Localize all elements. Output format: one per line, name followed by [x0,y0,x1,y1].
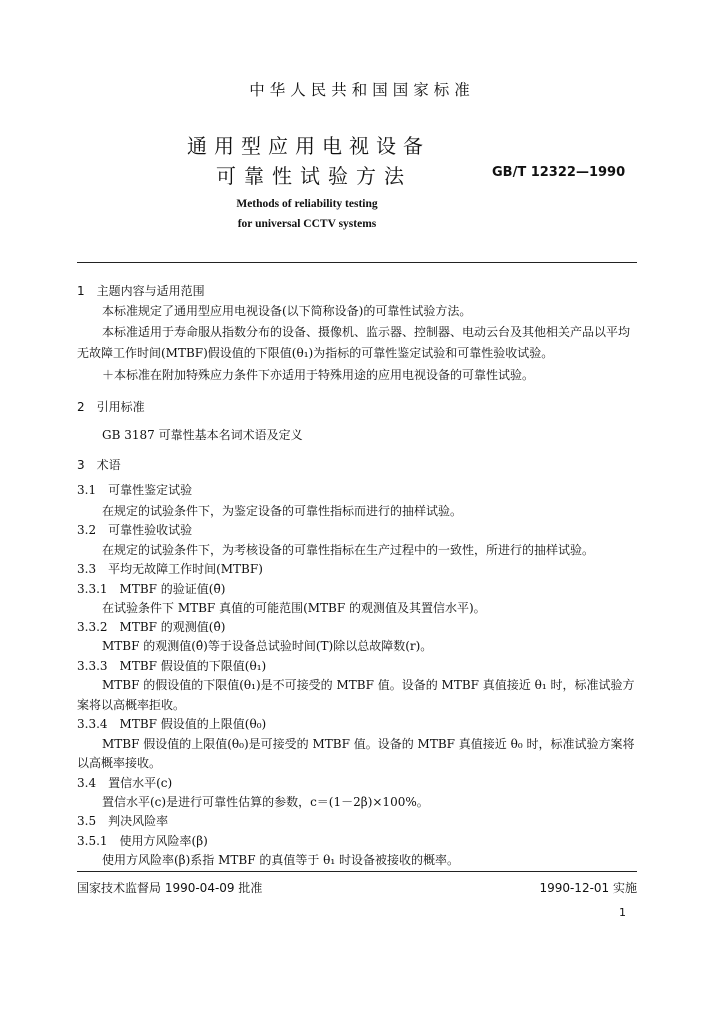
term-3-4-text: 置信水平(c)是进行可靠性估算的参数，c＝(1－2β)×100%。 [102,795,429,809]
section-1-para-2b: 无故障工作时间(MTBF)假设值的下限值(θ₁)为指标的可靠性鉴定试验和可靠性验收试验。 [77,346,554,360]
term-3-3-3-heading: 3.3.3 MTBF 假设值的下限值(θ₁) [77,659,267,673]
english-title-line-1: Methods of reliability testing [236,198,378,210]
title-line-1: 通用型应用电视设备 [187,134,430,158]
section-1-para-1: 本标准规定了通用型应用电视设备(以下简称设备)的可靠性试验方法。 [102,304,472,318]
implementation-date: 1990-12-01 实施 [539,881,637,895]
term-3-5-1-text: 使用方风险率(β)系指 MTBF 的真值等于 θ₁ 时设备被接收的概率。 [102,853,460,867]
term-3-5-heading: 3.5 判决风险率 [77,814,169,828]
term-3-3-3-text-b: 案将以高概率拒收。 [77,698,186,712]
term-3-1-heading: 3.1 可靠性鉴定试验 [77,483,193,497]
approval-date: 国家技术监督局 1990-04-09 批准 [77,881,263,895]
section-1-para-2a: 本标准适用于寿命服从指数分布的设备、摄像机、监示器、控制器、电动云台及其他相关产品以平均 [102,325,631,339]
term-3-3-3-text-a: MTBF 的假设值的下限值(θ₁)是不可接受的 MTBF 值。设备的 MTBF 真值接近 θ₁ 时，标准试验方 [102,678,635,692]
term-3-2-text: 在规定的试验条件下，为考核设备的可靠性指标在生产过程中的一致性，所进行的抽样试验。 [102,543,595,557]
national-standard-header: 中华人民共和国国家标准 [249,81,475,99]
term-3-3-4-text-b: 以高概率接收。 [77,756,162,770]
term-3-3-2-heading: 3.3.2 MTBF 的观测值(θ̂) [77,620,226,634]
term-3-5-1-heading: 3.5.1 使用方风险率(β) [77,834,208,848]
bottom-rule [77,871,637,872]
term-3-3-1-text: 在试验条件下 MTBF 真值的可能范围(MTBF 的观测值及其置信水平)。 [102,601,486,615]
top-rule [77,262,637,263]
term-3-4-heading: 3.4 置信水平(c) [77,776,173,790]
section-2-heading: 2 引用标准 [77,400,145,414]
term-3-3-heading: 3.3 平均无故障工作时间(MTBF) [77,562,263,576]
section-1-para-3: ＋本标准在附加特殊应力条件下亦适用于特殊用途的应用电视设备的可靠性试验。 [102,368,535,382]
term-3-2-heading: 3.2 可靠性验收试验 [77,523,193,537]
page-number: 1 [619,906,626,919]
term-3-3-4-heading: 3.3.4 MTBF 假设值的上限值(θ₀) [77,717,267,731]
title-line-2: 可靠性试验方法 [216,164,412,188]
section-3-heading: 3 术语 [77,458,121,472]
term-3-3-1-heading: 3.3.1 MTBF 的验证值(θ̄) [77,582,226,596]
term-3-3-4-text-a: MTBF 假设值的上限值(θ₀)是可接受的 MTBF 值。设备的 MTBF 真值接近 θ₀ 时，标准试验方案将 [102,737,635,751]
standard-number: GB/T 12322—1990 [492,165,626,180]
section-1-heading: 1 主题内容与适用范围 [77,284,205,298]
english-title-line-2: for universal CCTV systems [237,218,377,230]
term-3-3-2-text: MTBF 的观测值(θ̂)等于设备总试验时间(T)除以总故障数(r)。 [102,639,433,653]
section-2-para-1: GB 3187 可靠性基本名词术语及定义 [102,428,303,442]
term-3-1-text: 在规定的试验条件下，为鉴定设备的可靠性指标而进行的抽样试验。 [102,504,463,518]
